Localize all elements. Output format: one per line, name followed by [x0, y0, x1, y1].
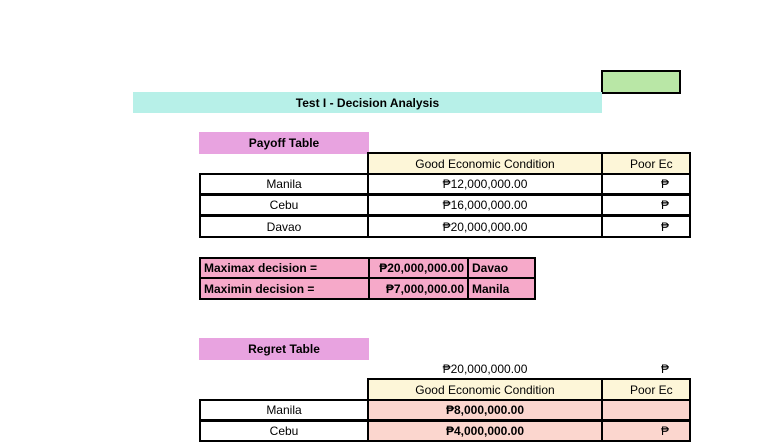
payoff-row-manila-poor[interactable]: ₱ [601, 173, 691, 195]
maximin-city[interactable]: Manila [467, 277, 536, 300]
payoff-row-cebu-name[interactable]: Cebu [199, 194, 369, 216]
payoff-row-davao-good[interactable]: ₱20,000,000.00 [367, 215, 603, 238]
regret-row-cebu-poor[interactable]: ₱ [601, 420, 691, 442]
maximax-value[interactable]: ₱20,000,000.00 [368, 257, 469, 279]
payoff-row-cebu-poor[interactable]: ₱ [601, 194, 691, 216]
regret-header-poor[interactable]: Poor Ec [601, 378, 691, 400]
page-title: Test I - Decision Analysis [133, 92, 602, 113]
maximin-label[interactable]: Maximin decision = [199, 277, 370, 300]
regret-row-cebu-name[interactable]: Cebu [199, 420, 369, 442]
regret-row-manila-good[interactable]: ₱8,000,000.00 [367, 399, 603, 421]
regret-row-manila-name[interactable]: Manila [199, 399, 369, 421]
payoff-row-manila-name[interactable]: Manila [199, 173, 369, 195]
payoff-row-davao-poor[interactable]: ₱ [601, 215, 691, 238]
payoff-row-manila-good[interactable]: ₱12,000,000.00 [367, 173, 603, 195]
payoff-row-davao-name[interactable]: Davao [199, 215, 369, 238]
maximin-value[interactable]: ₱7,000,000.00 [368, 277, 469, 300]
regret-max-good[interactable]: ₱20,000,000.00 [442, 362, 528, 376]
regret-table-label: Regret Table [199, 338, 369, 360]
payoff-row-cebu-good[interactable]: ₱16,000,000.00 [367, 194, 603, 216]
regret-header-good[interactable]: Good Economic Condition [367, 378, 603, 400]
payoff-header-poor[interactable]: Poor Ec [601, 152, 691, 174]
score-box[interactable] [601, 70, 681, 94]
maximax-label[interactable]: Maximax decision = [199, 257, 370, 279]
payoff-header-good[interactable]: Good Economic Condition [367, 152, 603, 174]
payoff-table-label: Payoff Table [199, 132, 369, 154]
regret-row-cebu-good[interactable]: ₱4,000,000.00 [367, 420, 603, 442]
maximax-city[interactable]: Davao [467, 257, 536, 279]
regret-max-poor[interactable]: ₱ [661, 362, 670, 376]
regret-row-manila-poor[interactable] [601, 399, 691, 421]
